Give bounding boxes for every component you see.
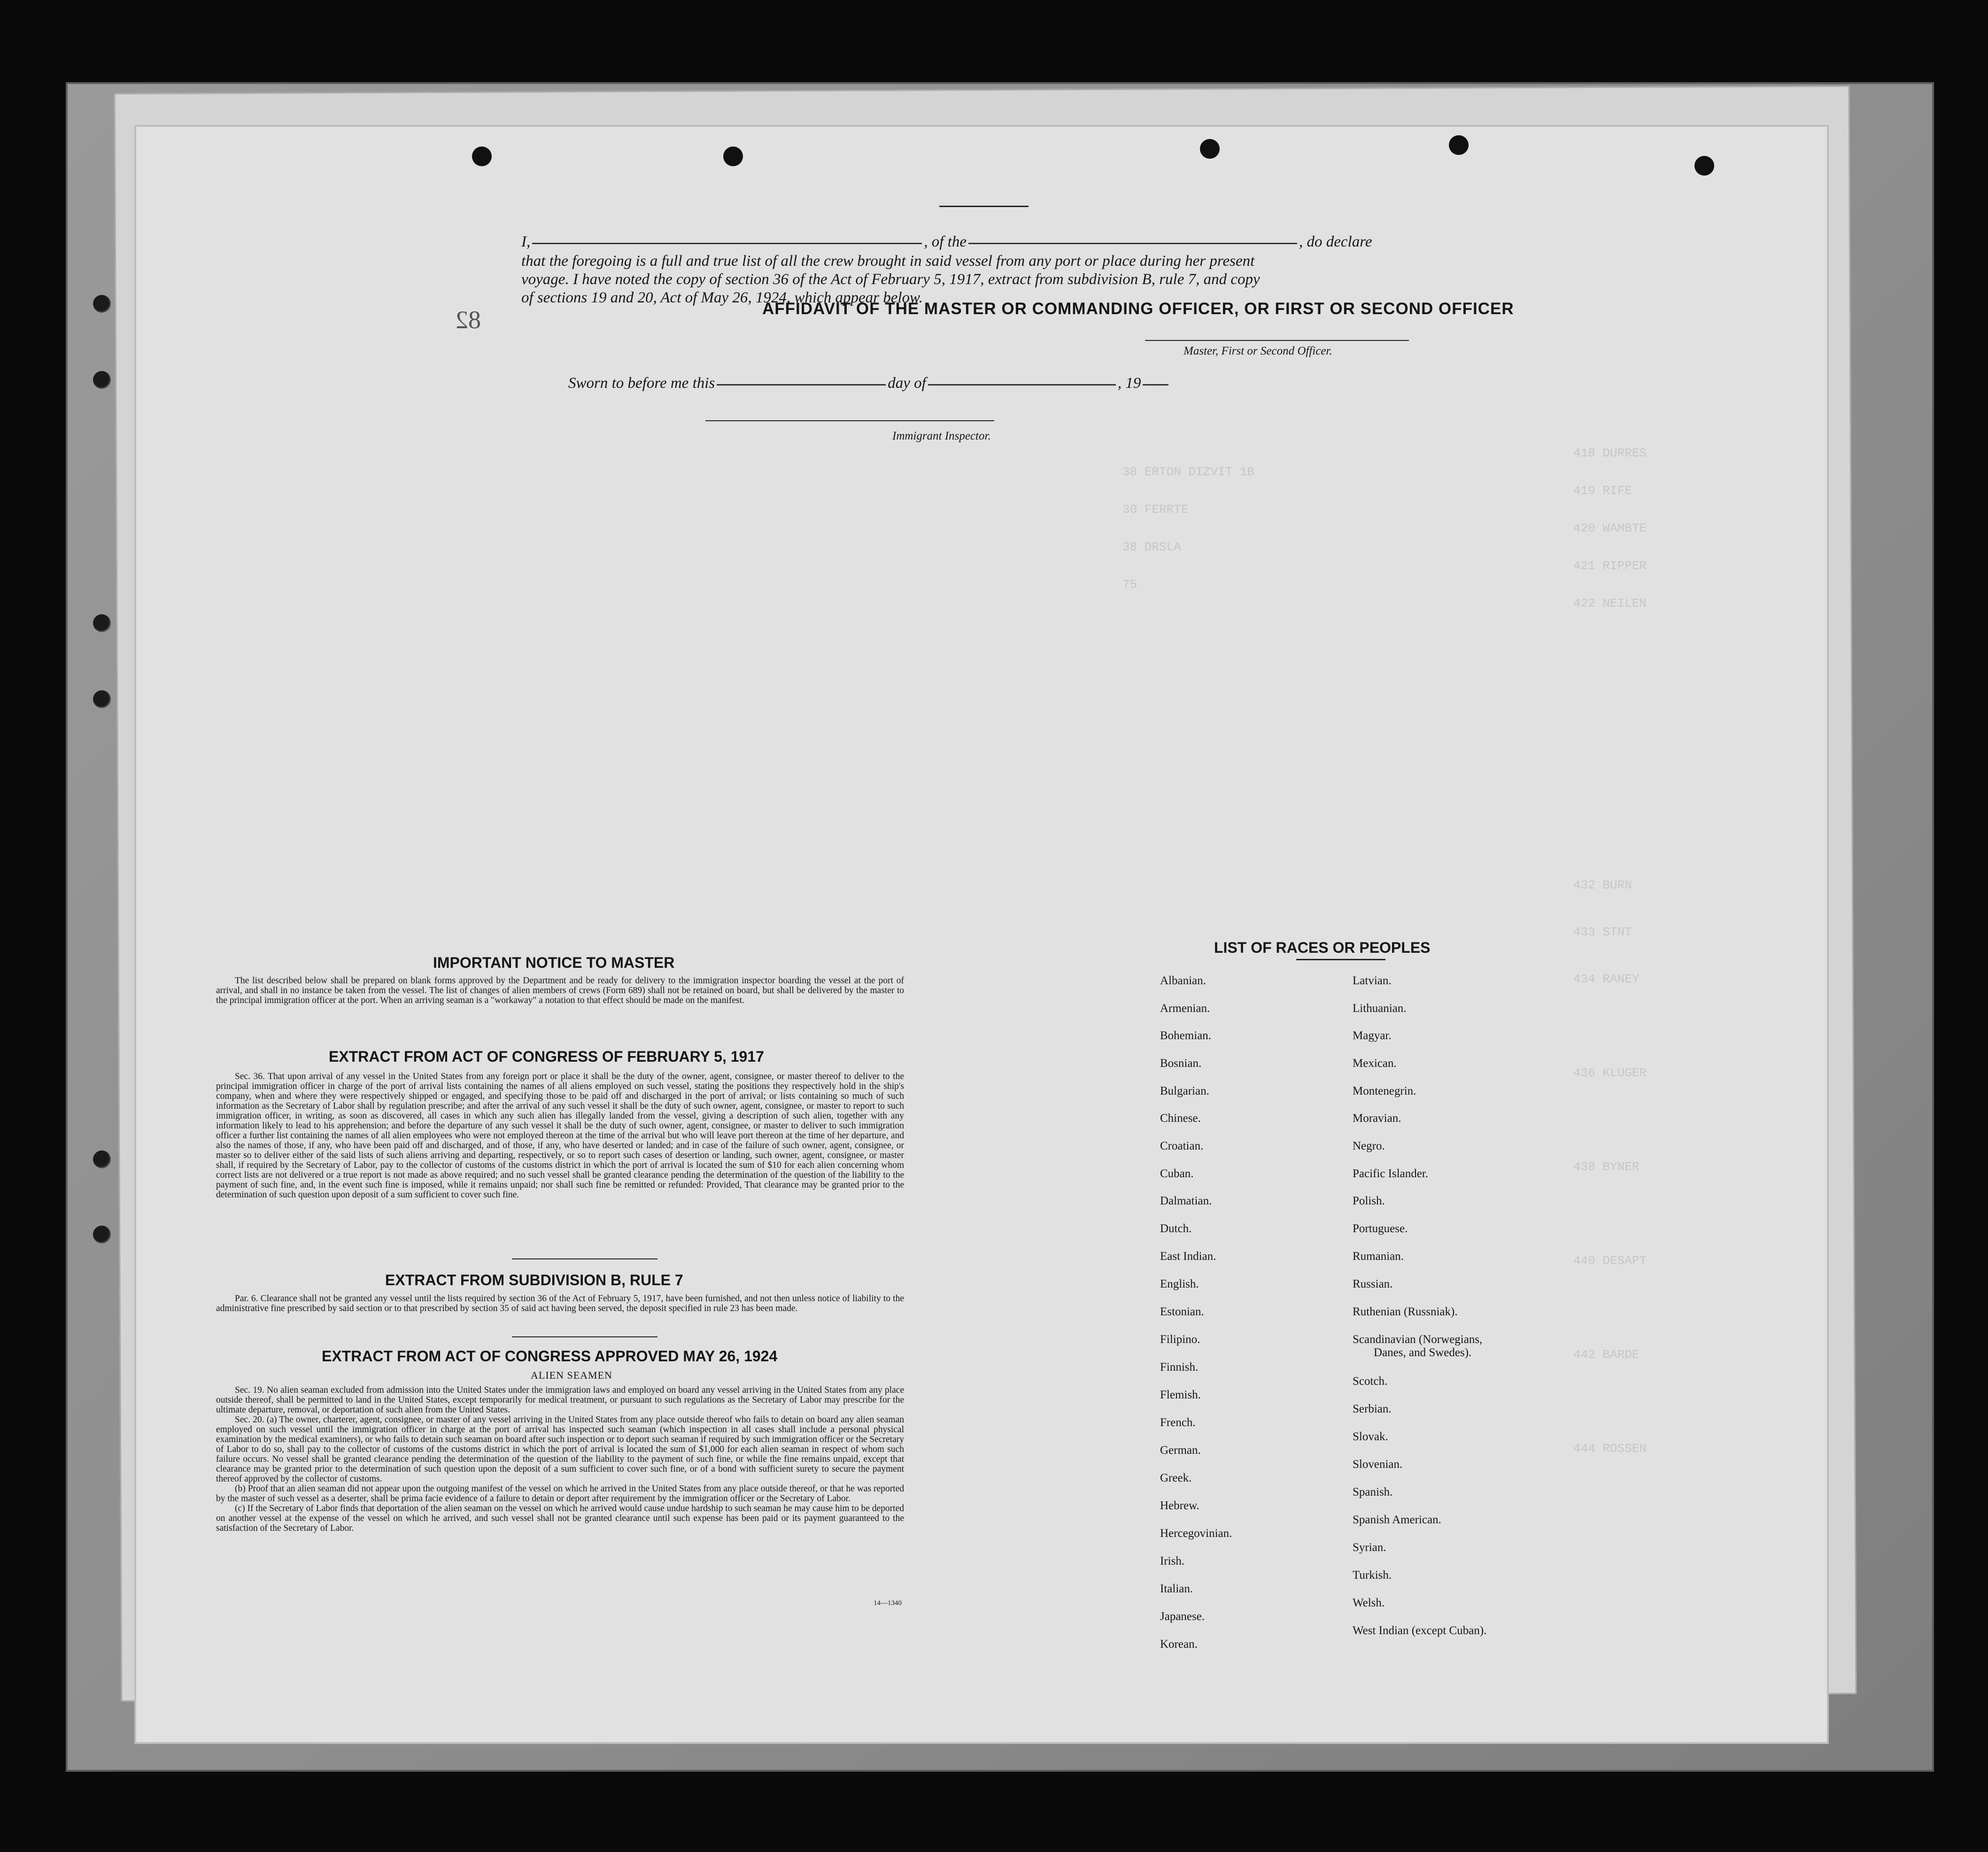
race-item: Hercegovinian. [1160, 1527, 1232, 1540]
race-item: Rumanian. [1353, 1250, 1404, 1263]
section-divider [512, 1258, 658, 1259]
race-item: Dalmatian. [1160, 1195, 1212, 1207]
race-item: Estonian. [1160, 1305, 1204, 1318]
race-item: Slovenian. [1353, 1458, 1403, 1471]
punch-hole [472, 147, 492, 166]
race-item: Filipino. [1160, 1333, 1200, 1346]
race-item: Bosnian. [1160, 1057, 1202, 1070]
race-item: Welsh. [1353, 1597, 1385, 1609]
race-item: Bulgarian. [1160, 1085, 1209, 1097]
notice-title: IMPORTANT NOTICE TO MASTER [433, 954, 675, 971]
race-item: Armenian. [1160, 1002, 1210, 1015]
race-item: Moravian. [1353, 1112, 1401, 1125]
form-number: 14—1340 [874, 1599, 902, 1607]
race-item: Danes, and Swedes). [1374, 1346, 1472, 1359]
binder-hole [93, 614, 111, 632]
rule-7-paragraph-6: Par. 6. Clearance shall not be granted any vessel until the lists required by section 36 of the Act of February 5, 1917, have been furnished, and not then unless notice of liability to the administrative fine prescribed by said section or to that prescribed by section 35 of said act having been served, the deposit specified in rule 23 has been made. [216, 1294, 904, 1313]
race-item: Hebrew. [1160, 1499, 1199, 1512]
rule-7-title: EXTRACT FROM SUBDIVISION B, RULE 7 [385, 1272, 683, 1289]
race-item: Spanish American. [1353, 1513, 1441, 1526]
race-item: Spanish. [1353, 1486, 1393, 1498]
punch-hole [1200, 139, 1220, 159]
race-item: English. [1160, 1278, 1199, 1290]
races-title-rule [1296, 959, 1385, 960]
race-item: Scotch. [1353, 1375, 1388, 1388]
section-divider [512, 1336, 658, 1337]
binder-hole [93, 1226, 111, 1243]
act-1917-title: EXTRACT FROM ACT OF CONGRESS OF FEBRUARY 5, 1917 [329, 1048, 764, 1065]
title-rule [939, 206, 1029, 207]
sworn-line: Sworn to before me this day of , 19 [568, 375, 1170, 392]
race-item: German. [1160, 1444, 1201, 1457]
declaration-line-2: that the foregoing is a full and true list of all the crew brought in said vessel from any port or place during her present [521, 253, 1255, 270]
act-1924-section-20a: Sec. 20. (a) The owner, charterer, agent, consignee, or master of any vessel arriving in the United States from any place outside thereof who fails to detain on board any alien seaman employed on such vessel until the immigration officer in charge at the port of arrival has inspected such seaman (which inspection in all cases shall include a personal physical examination by the medical examiners), or who fails to detain such seaman on board after such inspection or to deport such seaman if required by such immigration officer or the Secretary of Labor to do so, shall pay to the collector of customs of the customs district in which the port of arrival is located the sum of $1,000 for each alien seaman in respect of whom such failure occurs. No vessel shall be granted clearance pending the determination of the question of the liability to the payment of such fine, or while the fine remains unpaid, except that clearance may be granted prior to the determination of such question upon the deposit of a sum sufficient to cover such fine, or of a bond with sufficient surety to secure the payment thereof approved by the collector of customs. [216, 1415, 904, 1484]
race-item: Polish. [1353, 1195, 1385, 1207]
race-item: Russian. [1353, 1278, 1393, 1290]
act-1924-section-19: Sec. 19. No alien seaman excluded from admission into the United States under the immigration laws and employed on board any vessel arriving in the United States from any place outside thereof, shall be permitted to land in the United States, except temporarily for medical treatment, or pursuant to such regulations as the Secretary of Labor may prescribe for the ultimate departure, removal, or deportation of such alien from the United States. [216, 1385, 904, 1415]
race-item: Ruthenian (Russniak). [1353, 1305, 1458, 1318]
race-item: Pacific Islander. [1353, 1167, 1429, 1180]
race-item: Lithuanian. [1353, 1002, 1407, 1015]
act-1924-subtitle: ALIEN SEAMEN [531, 1369, 612, 1381]
act-1924-title: EXTRACT FROM ACT OF CONGRESS APPROVED MAY 26, 1924 [322, 1348, 778, 1365]
race-item: Portuguese. [1353, 1222, 1408, 1235]
race-item: Bohemian. [1160, 1029, 1212, 1042]
act-1924-section-20b: (b) Proof that an alien seaman did not appear upon the outgoing manifest of the vessel on which he arrived in the United States from any place outside thereof, or that he was reported by the master of such vessel as a deserter, shall be prima facie evidence of a failure to detain or deport after requirement by the immigration officer or the Secretary of Labor. [216, 1484, 904, 1504]
punch-hole [1449, 135, 1469, 155]
binder-hole [93, 295, 111, 313]
race-item: West Indian (except Cuban). [1353, 1624, 1487, 1637]
race-item: Magyar. [1353, 1029, 1392, 1042]
race-item: Slovak. [1353, 1430, 1388, 1443]
inspector-signature-caption: Immigrant Inspector. [892, 430, 991, 442]
race-item: Latvian. [1353, 974, 1392, 987]
races-title: LIST OF RACES OR PEOPLES [1214, 939, 1431, 956]
race-item: Montenegrin. [1353, 1085, 1416, 1097]
race-item: Japanese. [1160, 1610, 1205, 1623]
master-signature-caption: Master, First or Second Officer. [1184, 345, 1332, 357]
race-item: Syrian. [1353, 1541, 1386, 1554]
master-signature-line [1145, 340, 1409, 341]
race-item: Irish. [1160, 1555, 1185, 1567]
declaration-line-4: of sections 19 and 20, Act of May 26, 1924, which appear below. [521, 289, 923, 306]
punch-hole [1694, 156, 1714, 176]
race-item: Mexican. [1353, 1057, 1397, 1070]
race-item: Flemish. [1160, 1389, 1201, 1401]
race-item: Serbian. [1353, 1403, 1392, 1415]
race-item: Turkish. [1353, 1569, 1392, 1582]
punch-hole [723, 147, 743, 166]
race-item: Cuban. [1160, 1167, 1194, 1180]
race-item: Greek. [1160, 1472, 1192, 1484]
race-item: Dutch. [1160, 1222, 1192, 1235]
act-1924-sections [216, 1385, 904, 1533]
notice-text: The list described below shall be prepared on blank forms approved by the Department and be ready for delivery to the immigration inspector boarding the vessel at the port of arrival, and shall in no instance be taken from the vessel. The list of changes of alien members of crews (Form 689) shall not be retained on board, but shall be delivered by the master to the principal immigration officer at the port. When an arriving seaman is a "workaway" a notation to that effect should be made on the manifest. [216, 976, 904, 1005]
declaration-line-3: voyage. I have noted the copy of section 36 of the Act of February 5, 1917, extract from subdivision B, rule 7, and copy [521, 271, 1260, 288]
binder-hole [93, 371, 111, 389]
race-item: Finnish. [1160, 1361, 1199, 1374]
race-item: Italian. [1160, 1582, 1193, 1595]
race-item: Chinese. [1160, 1112, 1201, 1125]
race-item: Korean. [1160, 1638, 1198, 1651]
race-item: Negro. [1353, 1140, 1385, 1152]
act-1924-section-20c: (c) If the Secretary of Labor finds that deportation of the alien seaman on the vessel on which he arrived would cause undue hardship to such seaman he may cause him to be deported on another vessel at the expense of the vessel on which he arrived, and such vessel shall not be granted clearance until such expense has been paid or its payment guaranteed to the satisfaction of the Secretary of Labor. [216, 1504, 904, 1533]
act-1917-section-36: Sec. 36. That upon arrival of any vessel in the United States from any foreign port or place it shall be the duty of the owner, agent, consignee, or master thereof to deliver to the principal immigration officer in charge of the port of arrival lists containing the names of all aliens employed on such vessel, stating the positions they respectively hold in the ship's company, when and where they were respectively shipped or engaged, and specifying those to be paid off and discharged in the port of arrival; or lists containing so much of such information as the Secretary of Labor shall by regulation prescribe; and after the arrival of any such vessel it shall be the duty of such owner, agent, consignee, or master to report to such immigration officer, in writing, as soon as discovered, all cases in which any such alien has illegally landed from the vessel, giving a description of such alien, together with any information likely to lead to his apprehension; and before the departure of any such vessel it shall be the duty of such owner, agent, consignee, or master to deliver to such immigration officer a further list containing the names of all alien employees who were not employed thereon at the time of the arrival but who will leave port thereon at the time of her departure, and also the names of those, if any, who have been paid off and discharged, and of those, if any, who have deserted or landed; and in case of the failure of such owner, agent, consignee, or master so to deliver either of the said lists of such aliens arriving and departing, respectively, or so to report such cases of desertion or landing, such owner, agent, consignee, or master shall, if required by the Secretary of Labor, pay to the collector of customs of the customs district in which the port of arrival is located the sum of $10 for each alien concerning whom correct lists are not delivered or a true report is not made as above required; and no such vessel shall be granted clearance pending the determination of the question of the liability to the payment of such fine, and, in the event such fine is imposed, while it remains unpaid; nor shall such fine be remitted or refunded: Provided, That clearance may be granted prior to the determination of such question upon deposit of a sum sufficient to cover such fine. [216, 1072, 904, 1200]
race-item: Croatian. [1160, 1140, 1204, 1152]
affidavit-page: 418 DURRES 419 RIFE 420 WAMBTE 421 RIPPER 422 NEILEN 38 ERTON DIZVIT 1B 30 FERRTE 38 DRSLA 75 432 BURN 433 STNT 434 RANEY 436 KLUGER 438 BYNER 440 DESAPT 442 BARDE 444 ROSSEN 82 AFFIDAVIT OF THE MASTER OR COMMANDING OFFICER, OR FIRST OR SECOND OFFICER I, , of the , do declare that the foregoing is a full and true list of all the crew brought in said vessel from any port or place during her present voyage. I have noted the copy of section 36 of the Act of February 5, 1917, extract from subdivision B, rule 7, and copy of sections 19 and 20, Act of May 26, 1924, which appear below. Master, First or Second Officer. Sworn to before me this day of , 19 Immigrant Inspector. IMPORTANT NOTICE TO MASTER The list described below shall be prepared on blank forms approved by the Department and be ready for delivery to the immigration inspector boarding the vessel at the port of arrival, and shall in no instance be taken from the vessel. The list of changes of alien members of crews (Form 689) shall not be retained on board, but shall be delivered by the master to the principal immigration officer at the port. When an arriving seaman is a "workaway" a notation to that effect should be made on the manifest. EXTRACT FROM ACT OF CONGRESS OF FEBRUARY 5, 1917 Sec. 36. That upon arrival of any vessel in the United States from any foreign port or place it shall be the duty of the owner, agent, consignee, or master thereof to deliver to the principal immigration officer in charge of the port of arrival lists containing the names of all aliens employed on such vessel, stating the positions they respectively hold in the ship's company, when and where they were respectively shipped or engaged, and specifying those to be paid off and discharged in the port of arrival; or lists containing so much of such information as the Secretary of Labor shall by regulation prescribe; and after the arrival of any such vessel it shall be the duty of such owner, agent, consignee, or master to report to such immigration officer, in writing, as soon as discovered, all cases in which any such alien has illegally landed from the vessel, giving a description of such alien, together with any information likely to lead to his apprehension; and before the departure of any such vessel it shall be the duty of such owner, agent, consignee, or master to deliver to such immigration officer a further list containing the names of all alien employees who were not employed thereon at the time of the arrival but who will leave port thereon at the time of her departure, and also the names of those, if any, who have been paid off and discharged, and of those, if any, who have deserted or landed; and in case of the failure of such owner, agent, consignee, or master so to deliver either of the said lists of such aliens arriving and departing, respectively, or so to report such cases of desertion or landing, such owner, agent, consignee, or master shall, if required by the Secretary of Labor, pay to the collector of customs of the customs district in which the port of arrival is located the sum of $10 for each alien concerning whom correct lists are not delivered or a true report is not made as above required; and no such vessel shall be granted clearance pending the determination of the question of the liability to the payment of such fine, and, in the event such fine is imposed, while it remains unpaid; nor shall such fine be remitted or refunded: Provided, That clearance may be granted prior to the determination of such question upon deposit of a sum sufficient to cover such fine. EXTRACT FROM SUBDIVISION B, RULE 7 Par. 6. Clearance shall not be granted any vessel until the lists required by section 36 of the Act of February 5, 1917, have been furnished, and not then unless notice of liability to the administrative fine prescribed by said section or to that prescribed by section 35 of said act having been served, the deposit specified in rule 23 has been made. EXTRACT FROM ACT OF CONGRESS APPROVED MAY 26, 1924 ALIEN SEAMEN Sec. 19. No alien seaman excluded from admission into the United States under the immigration laws and employed on board any vessel arriving in the United States from any place outside thereof, shall be permitted to land in the United States, except temporarily for medical treatment, or pursuant to such regulations as the Secretary of Labor may prescribe for the ultimate departure, removal, or deportation of such alien from the United States. Sec. 20. (a) The owner, charterer, agent, consignee, or master of any vessel arriving in the United States from any place outside thereof who fails to detain on board any alien seaman employed on such vessel until the immigration officer in charge at the port of arrival has inspected such seaman (which inspection in all cases shall include a personal physical examination by the medical examiners), or who fails to detain such seaman on board after such inspection or to deport such seaman if required by such immigration officer or the Secretary of Labor to do so, shall pay to the collector of customs of the customs district in which the port of arrival is located the sum of $1,000 for each alien seaman in respect of whom such failure occurs. No vessel shall be granted clearance pending the determination of the question of the liability to the payment of such fine, or while the fine remains unpaid, except that clearance may be granted prior to the determination of such question upon the deposit of a sum sufficient to cover such fine, or of a bond with sufficient surety to secure the payment thereof approved by the collector of customs. (b) Proof that an alien seaman did not appear upon the outgoing manifest of the vessel on which he arrived in the United States from any place outside thereof, or that he was reported by the master of such vessel as a deserter, shall be prima facie evidence of a failure to detain or deport after requirement by the immigration officer or the Secretary of Labor. (c) If the Secretary of Labor finds that deportation of the alien seaman on the vessel on which he arrived would cause undue hardship to such seaman he may cause him to be deported on another vessel at the expense of the vessel on which he arrived, and such vessel shall not be granted clearance until such expense has been paid or its payment guaranteed to the satisfaction of the Secretary of Labor. 14—1340 LIST OF RACES OR PEOPLES Albanian. Armenian. Bohemian. Bosnian. Bulgarian. Chinese. Croatian. Cuban. Dalmatian. Dutch. East Indian. English. Estonian. Filipino. Finnish. Flemish. French. German. Greek. Hebrew. Hercegovinian. Irish. Italian. Japanese. Korean. Latvian. Lithuanian. Magyar. Mexican. Montenegrin. Moravian. Negro. Pacific Islander. Polish. Portuguese. Rumanian. Russian. Ruthenian (Russniak). Scandinavian (Norwegians, Danes, and Swedes). Scotch. Serbian. Slovak. Slovenian. Spanish. Spanish American. Syrian. Turkish. Welsh. West Indian (except Cuban). [136, 127, 1827, 1742]
binder-hole [93, 1150, 111, 1168]
race-item: Albanian. [1160, 974, 1206, 987]
inspector-signature-line [705, 420, 994, 421]
race-item: Scandinavian (Norwegians, [1353, 1333, 1483, 1346]
affidavit-title: AFFIDAVIT OF THE MASTER OR COMMANDING OFFICER, OR FIRST OR SECOND OFFICER [762, 300, 1514, 318]
page-number: 82 [456, 306, 481, 334]
declaration-line-1: I, , of the , do declare [521, 233, 1372, 250]
binder-hole [93, 690, 111, 708]
race-item: East Indian. [1160, 1250, 1216, 1263]
race-item: French. [1160, 1416, 1196, 1429]
